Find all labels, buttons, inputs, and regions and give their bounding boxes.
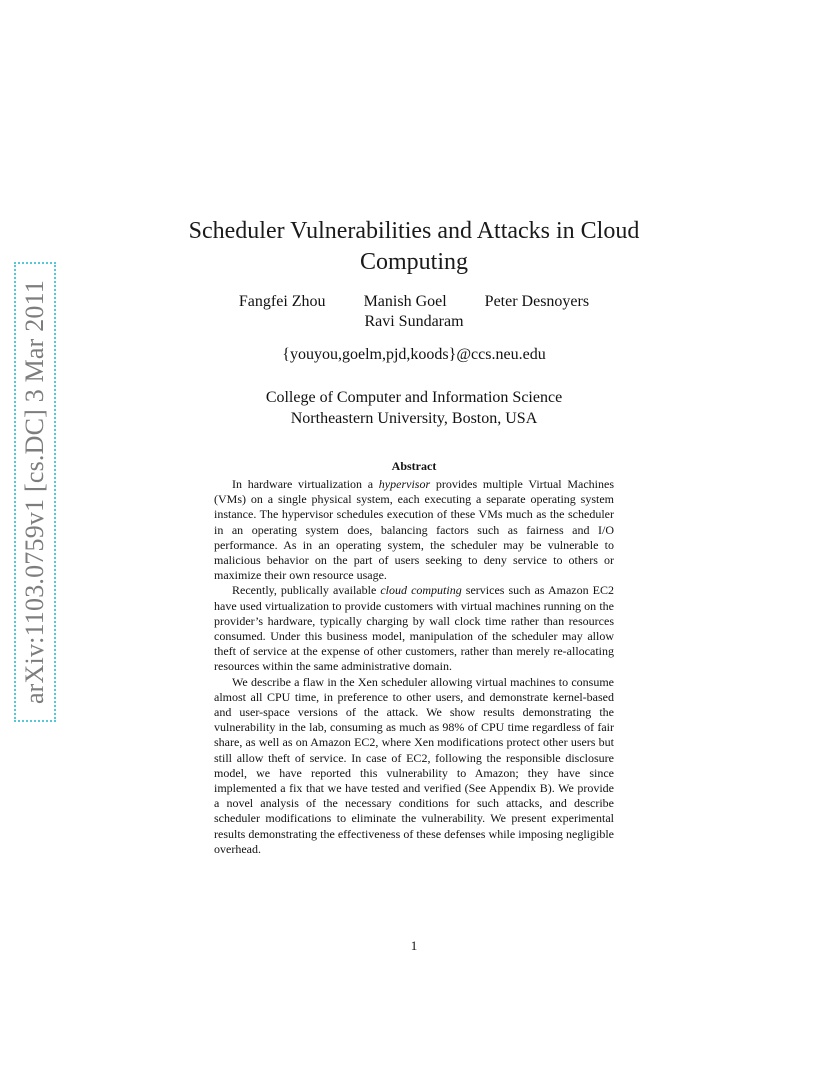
abstract-paragraph-1 bbox=[214, 477, 614, 583]
affiliation-line-1: College of Computer and Information Science bbox=[265, 389, 563, 406]
text-run: provides multiple Virtual Machines (VMs) on a single physical system, each executing a separate operating system instance. The hypervisor schedules execution of these VMs much as the scheduler in an operating system does, balancing factors such as fairness and I/O performance. As in an operating system, the scheduler may be vulnerable to malicious behavior on the part of users seeking to deny service to others or maximize their own resource usage. bbox=[214, 477, 615, 583]
arxiv-identifier: arXiv:1103.0759v1 [cs.DC] 3 Mar 2011 bbox=[20, 279, 49, 705]
emphasis-term: hypervisor bbox=[378, 477, 431, 491]
author-list bbox=[200, 292, 628, 332]
affiliation-line-2: Northeastern University, Boston, USA bbox=[290, 410, 538, 427]
author-name: Manish Goel bbox=[363, 293, 447, 310]
author-name: Peter Desnoyers bbox=[484, 293, 590, 310]
affiliation bbox=[200, 387, 628, 429]
abstract-paragraph-2 bbox=[214, 583, 614, 674]
text-run: In hardware virtualization a bbox=[232, 477, 379, 491]
abstract-body bbox=[214, 477, 614, 857]
title-line-1: Scheduler Vulnerabilities and Attacks in Cloud bbox=[188, 218, 640, 244]
emphasis-term: cloud computing bbox=[380, 583, 462, 598]
abstract-paragraph-3: We describe a flaw in the Xen scheduler allowing virtual machines to consume almost all CPU time, in preference to other users, and demonstrate kernel-based and user-space versions of the attack. We show results demonstrating the vulnerability in the lab, consuming as much as 98% of CPU time regardless of fair share, as well as on Amazon EC2, where Xen modifications protect other users but still allow theft of service. In case of EC2, following the responsible disclosure model, we have reported this vulnerability to Amazon; they have since implemented a fix that we have tested and verified (See Appendix B). We provide a novel analysis of the necessary conditions for such attacks, and describe scheduler modifications to eliminate the vulnerability. We present experimental results demonstrating the effectiveness of these defenses while imposing negligible overhead. bbox=[214, 674, 614, 856]
author-name: Ravi Sundaram bbox=[364, 313, 464, 330]
authors-row-2 bbox=[200, 312, 628, 332]
text-run: Recently, publically available bbox=[232, 583, 381, 598]
arxiv-stamp bbox=[14, 262, 56, 722]
page-number: 1 bbox=[410, 938, 418, 953]
author-emails: {youyou,goelm,pjd,koods}@ccs.neu.edu bbox=[282, 346, 546, 363]
text-run: services such as Amazon EC2 have used virtualization to provide customers with virtual machines running on the provider’s hardware, typically charging by wall clock time rather than resources consumed. Under this business model, manipulation of the scheduler may allow theft of service at the expense of other customers, rather than merely re-allocating resources within the same administrative domain. bbox=[214, 583, 614, 674]
title-line-2: Computing bbox=[359, 249, 468, 275]
abstract-heading: Abstract bbox=[391, 459, 437, 473]
authors-row-1 bbox=[200, 292, 628, 312]
author-name: Fangfei Zhou bbox=[238, 293, 326, 310]
paper-title bbox=[160, 216, 668, 278]
